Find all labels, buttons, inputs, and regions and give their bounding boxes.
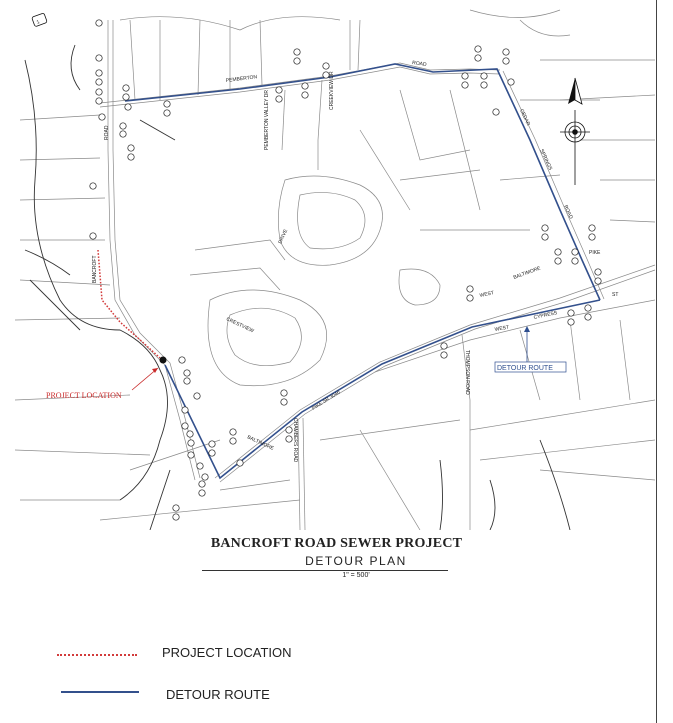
compass-rose-icon — [560, 110, 590, 185]
detour-route-callout: DETOUR ROUTE — [497, 365, 553, 372]
street-label: WEST — [494, 324, 510, 333]
street-label: PEMBERTON — [225, 74, 258, 84]
street-label: PEMBERTON VALLEY DR — [264, 90, 270, 150]
street-label: CREEKVIEW DR — [329, 71, 335, 110]
street-label: ROAD — [411, 60, 427, 68]
street-label: CHAMBERS ROAD — [292, 418, 298, 463]
street-label: BALTIMORE — [512, 265, 542, 281]
project-title: BANCROFT ROAD SEWER PROJECT — [210, 536, 463, 551]
street-label: BANCROFT — [92, 255, 98, 283]
street-label: BALTIMORE — [246, 434, 275, 452]
street-label: ST — [612, 292, 619, 298]
street-label: CEDAR — [518, 108, 532, 127]
street-label: SPRINGS — [538, 148, 554, 172]
street-label: PIKE — [589, 250, 601, 256]
title-underline — [202, 570, 448, 571]
north-arrow-icon — [568, 78, 582, 104]
plan-subtitle: DETOUR PLAN — [305, 554, 407, 568]
svg-text:1: 1 — [35, 19, 41, 26]
legend-project-label: PROJECT LOCATION — [162, 645, 292, 660]
legend-project-line-icon — [57, 654, 137, 656]
street-label: ROAD — [562, 204, 574, 220]
scale-label: 1" = 500' — [342, 572, 370, 579]
project-location-callout: PROJECT LOCATION — [46, 391, 122, 400]
legend-detour-line-icon — [61, 691, 139, 693]
street-label: CYPRESS — [533, 310, 558, 321]
street-label: DRIVE — [277, 228, 290, 245]
legend-detour-label: DETOUR ROUTE — [166, 687, 270, 702]
project-location-marker — [160, 357, 167, 364]
street-label: CRESTVIEW — [225, 316, 255, 335]
street-label: WEST — [479, 290, 495, 299]
street-label: ROAD — [104, 125, 110, 140]
street-labels — [92, 60, 618, 463]
route-shield-icon — [32, 13, 48, 27]
street-label: THOMPSON ROAD — [464, 350, 470, 395]
map-linework — [15, 10, 655, 530]
page-border — [656, 0, 657, 723]
street-label: PIKE SR 3046 — [310, 389, 342, 412]
project-location-line — [98, 250, 160, 358]
